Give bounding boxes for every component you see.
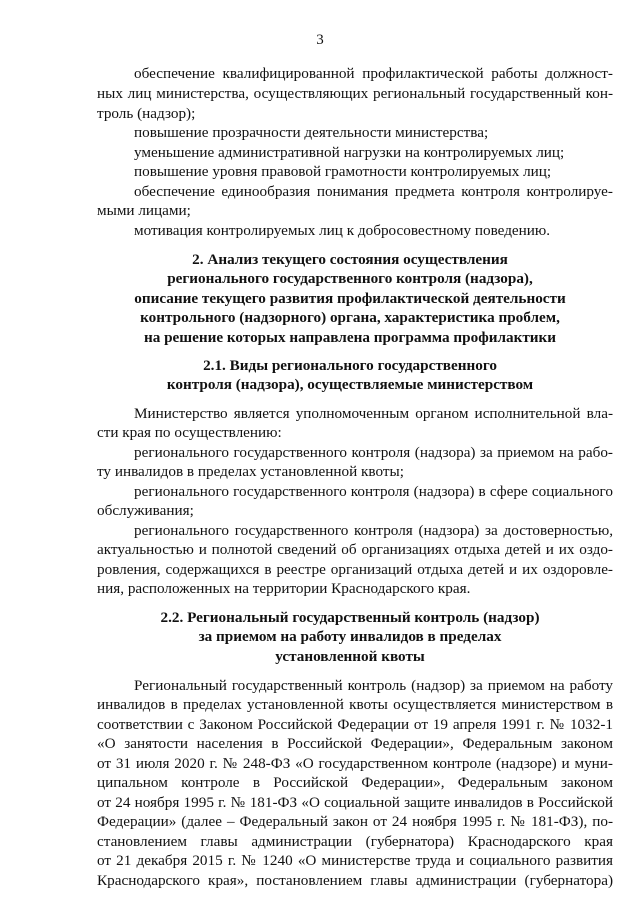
text-line: от 21 декабря 2015 г. № 1240 «О министерстве труда и социального развития	[97, 852, 613, 869]
section-heading-line: контрольного (надзорного) органа, характеристика проблем,	[140, 309, 560, 326]
text-line: ровления, содержащихся в реестре организаций отдыха детей и их оздоровле-	[97, 561, 613, 578]
text-line: уменьшение административной нагрузки на контролируемых лиц;	[134, 144, 565, 161]
text-line: Краснодарского края», постановлением главы администрации (губернатора)	[97, 872, 613, 889]
text-line: ту инвалидов в пределах установленной квоты;	[97, 463, 404, 480]
text-line: от 31 июля 2020 г. № 248-ФЗ «О государственном контроле (надзоре) и муни-	[97, 755, 613, 772]
section-heading-line: на решение которых направлена программа профилактики	[143, 329, 557, 346]
text-line: ных лиц министерства, осуществляющих региональный государственный кон-	[97, 85, 613, 102]
section-heading-line: контроля (надзора), осуществляемые министерством	[166, 376, 534, 393]
text-line: Федерации» (далее – Федеральный закон от 24 ноября 1995 г. № 181-ФЗ), по-	[97, 813, 613, 830]
page-number: 3	[316, 32, 324, 48]
text-line: обеспечение единообразия понимания предмета контроля контролируе-	[134, 183, 613, 200]
text-line: от 24 ноября 1995 г. № 181-ФЗ «О социальной защите инвалидов в Российской	[97, 794, 613, 811]
text-line: ципальном контроле в Российской Федерации», Федеральным законом	[97, 774, 613, 791]
section-heading-line: 2.2. Региональный государственный контроль (надзор)	[160, 609, 540, 626]
text-line: повышение уровня правовой грамотности контролируемых лиц;	[134, 163, 552, 180]
text-line: ния, расположенных на территории Краснодарского края.	[97, 580, 471, 597]
text-line: регионального государственного контроля (надзора) за достоверностью,	[134, 522, 613, 539]
text-line: актуальностью и полнотой сведений об организациях отдыха детей и их оздо-	[97, 541, 613, 558]
text-line: троль (надзор);	[97, 105, 196, 122]
section-heading-line: 2.1. Виды регионального государственного	[203, 357, 497, 374]
section-heading-line: описание текущего развития профилактической деятельности	[134, 290, 566, 307]
text-line: обслуживания;	[97, 502, 194, 519]
text-line: мыми лицами;	[97, 202, 191, 219]
text-line: повышение прозрачности деятельности министерства;	[134, 124, 489, 141]
text-line: Региональный государственный контроль (надзор) за приемом на работу	[134, 677, 613, 694]
text-line: становлением главы администрации (губернатора) Краснодарского края	[97, 833, 613, 850]
section-heading-line: 2. Анализ текущего состояния осуществления	[192, 251, 508, 268]
text-line: мотивация контролируемых лиц к добросовестному поведению.	[134, 222, 551, 239]
text-line: инвалидов в пределах установленной квоты осуществляется министерством в	[97, 696, 613, 713]
text-line: сти края по осуществлению:	[97, 424, 282, 441]
text-line: регионального государственного контроля (надзора) в сфере социального	[134, 483, 613, 500]
text-line: регионального государственного контроля (надзора) за приемом на рабо-	[134, 444, 613, 461]
text-line: Министерство является уполномоченным органом исполнительной вла-	[134, 405, 613, 422]
text-line: соответствии с Законом Российской Федерации от 19 апреля 1991 г. № 1032-1	[97, 716, 613, 733]
text-line: «О занятости населения в Российской Федерации», Федеральным законом	[97, 735, 613, 752]
section-heading-line: регионального государственного контроля (надзора),	[167, 270, 533, 287]
section-heading-line: за приемом на работу инвалидов в пределах	[198, 628, 502, 645]
section-heading-line: установленной квоты	[275, 648, 425, 665]
text-line: обеспечение квалифицированной профилактической работы должност-	[134, 65, 613, 82]
